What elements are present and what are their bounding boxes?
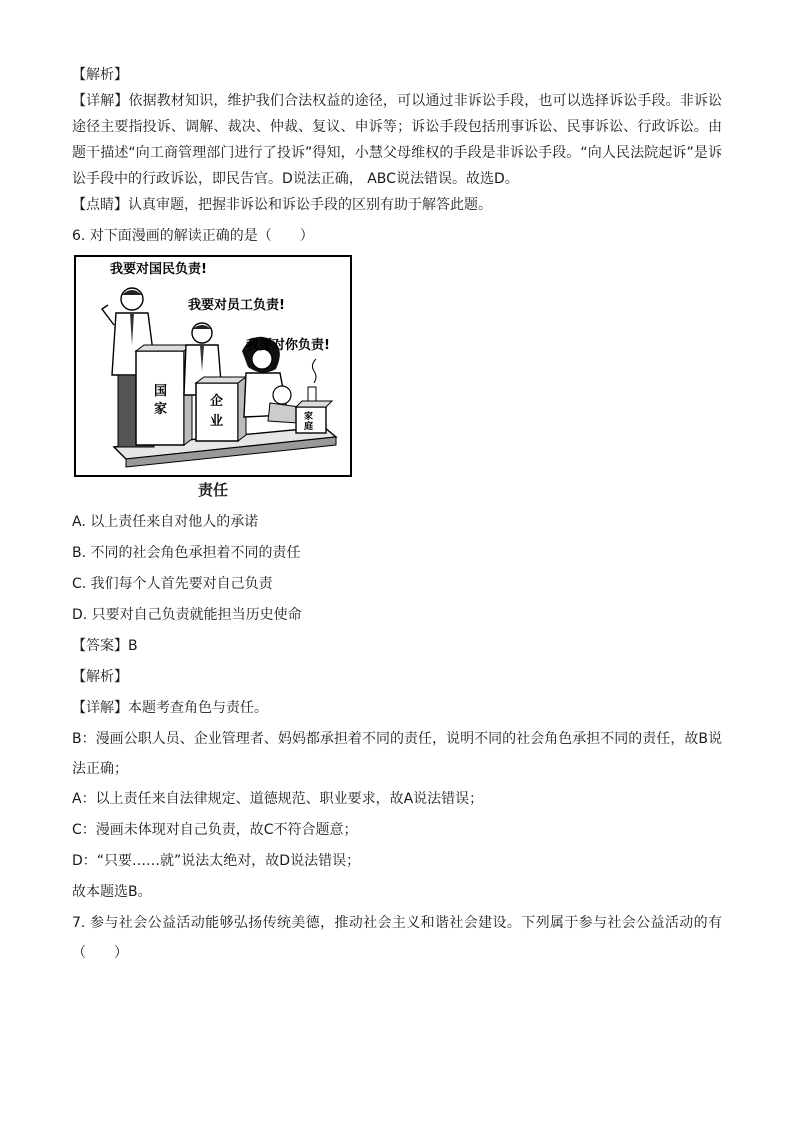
- question-7: 7. 参与社会公益活动能够弘扬传统美德，推动社会主义和谐社会建设。下列属于参与社会公益活动的有（ ）: [72, 915, 722, 961]
- tip-paragraph: 【点睛】认真审题，把握非诉讼和诉讼手段的区别有助于解答此题。: [72, 197, 492, 213]
- box-label-family-2: 庭: [304, 422, 314, 432]
- cartoon-caption: 责任: [197, 481, 228, 499]
- box-label-enterprise-2: 业: [210, 414, 224, 429]
- speech-bubble-state: 我要对国民负责!: [110, 262, 207, 277]
- option-d: D. 只要对自己负责就能担当历史使命: [72, 607, 302, 623]
- option-b: B. 不同的社会角色承担着不同的责任: [72, 545, 301, 561]
- analysis-heading-2: 【解析】: [72, 669, 128, 685]
- option-a: A. 以上责任来自对他人的承诺: [72, 514, 259, 530]
- question-6: 6. 对下面漫画的解读正确的是（ ）: [72, 228, 314, 244]
- explain-d: D：“只要……就”说法太绝对，故D说法错误；: [72, 853, 361, 869]
- box-label-enterprise-1: 企: [210, 394, 224, 409]
- box-label-state-1: 国: [154, 384, 168, 399]
- box-label-state-2: 家: [154, 402, 168, 417]
- explain-b: B：漫画公职人员、企业管理者、妈妈都承担着不同的责任，说明不同的社会角色承担不同的责任，故B说法正确；: [72, 731, 722, 777]
- document-page: [72, 62, 722, 968]
- explain-a: A：以上责任来自法律规定、道德规范、职业要求，故A说法错误；: [72, 791, 484, 807]
- cartoon-image: [74, 255, 352, 477]
- cartoon-figure: [74, 255, 352, 501]
- option-c: C. 我们每个人首先要对自己负责: [72, 576, 273, 592]
- explain-c: C：漫画未体现对自己负责，故C不符合题意；: [72, 822, 358, 838]
- speech-bubble-family: 我要对你负责!: [246, 338, 330, 353]
- speech-bubble-enterprise: 我要对员工负责!: [188, 298, 285, 313]
- detail-paragraph: 【详解】依据教材知识，维护我们合法权益的途径，可以通过非诉讼手段，也可以选择诉讼手段。非诉讼途径主要指投诉、调解、裁决、仲裁、复议、申诉等；诉讼手段包括刑事诉讼、民事诉讼、行政诉讼。由题干描述“向工商管理部门进行了投诉”得知，小慧父母维权的手段是非诉讼手段。“向人民法院起诉”是诉讼手段中的行政诉讼，即民告官。D说法正确， ABC说法错误。故选D。: [72, 93, 722, 187]
- detail-line: 【详解】本题考查角色与责任。: [72, 700, 268, 716]
- answer-line: 【答案】B: [72, 638, 138, 654]
- analysis-heading: 【解析】: [72, 67, 128, 83]
- conclusion-line: 故本题选B。: [72, 884, 152, 900]
- box-label-family-1: 家: [304, 412, 314, 422]
